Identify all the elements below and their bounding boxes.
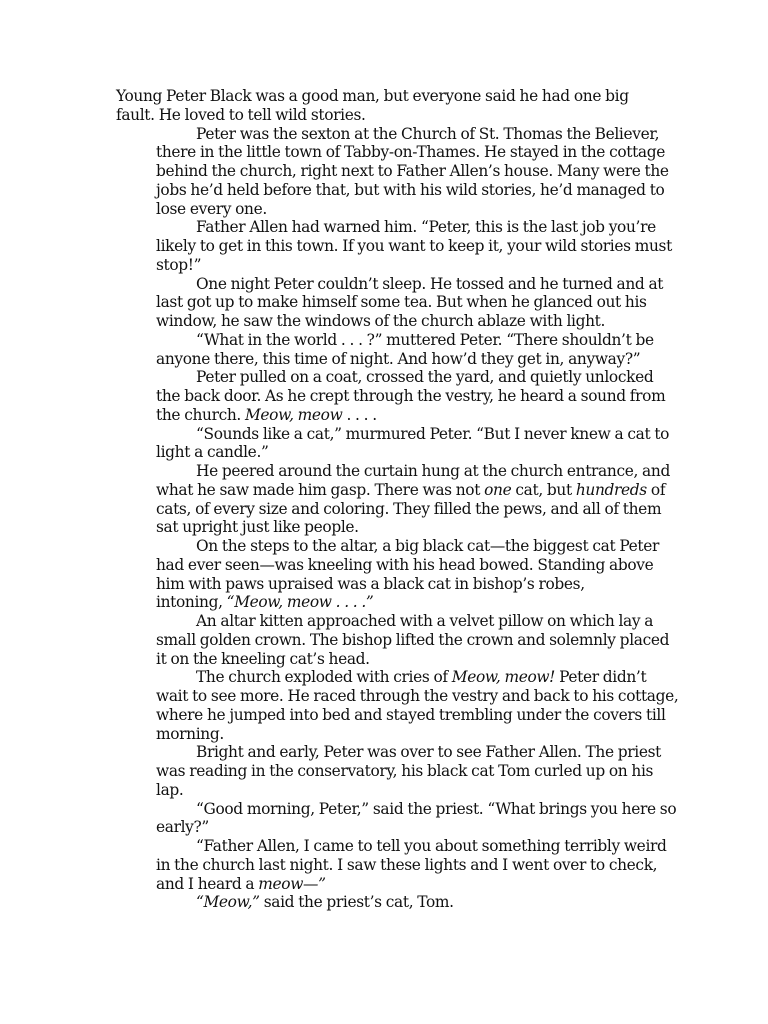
text-run: . . . . (342, 405, 377, 424)
paragraph-3 (116, 218, 672, 274)
text-run: the church. (156, 405, 246, 424)
paragraph-7 (116, 424, 670, 463)
text-line (116, 893, 656, 912)
emphasis-text: one (484, 480, 512, 499)
text-line: An altar kitten approached with a velvet pillow on which lay a (196, 612, 654, 630)
text-line: Peter pulled on a coat, crossed the yard, and quietly unlocked (196, 368, 654, 387)
text-line: morning. (156, 724, 224, 743)
text-line: cats, of every size and coloring. They filled the pews, and all of them (156, 499, 662, 518)
text-line: wait to see more. He raced through the vestry and back to his cottage, (156, 687, 679, 705)
text-line: lose every one. (156, 199, 267, 218)
text-run: Peter didn’t (555, 668, 647, 687)
paragraph-6 (116, 368, 666, 424)
text-line: last got up to make himself some tea. But when he glanced out his (156, 293, 647, 312)
paragraph-10 (116, 612, 670, 668)
text-line: Young Peter Black was a good man, but everyone said he had one big (116, 87, 629, 105)
story-text (116, 87, 679, 912)
text-line (116, 668, 656, 687)
text-line: Bright and early, Peter was over to see Father Allen. The priest (196, 743, 662, 762)
text-line: behind the church, right next to Father Allen’s house. Many were the (156, 162, 669, 180)
text-line: likely to get in this town. If you want to keep it, your wild stories must (156, 237, 672, 255)
paragraph-12 (116, 743, 662, 799)
paragraph-9 (116, 537, 660, 612)
paragraph-4 (116, 274, 664, 331)
text-line: him with paws upraised was a black cat in bishop’s robes, (156, 574, 585, 593)
paragraph-2 (116, 124, 669, 219)
text-line: was reading in the conservatory, his black cat Tom curled up on his (156, 762, 654, 780)
text-line: fault. He loved to tell wild stories. (116, 105, 366, 124)
text-line: had ever seen—was kneeling with his head bowed. Standing above (156, 555, 654, 574)
text-line (116, 593, 656, 612)
text-line (116, 480, 666, 500)
emphasis-text: meow—” (258, 874, 326, 893)
text-line: window, he saw the windows of the church ablaze with light. (156, 312, 606, 330)
emphasis-text: Meow, meow (245, 405, 343, 424)
text-run: of (646, 480, 666, 499)
text-line: On the steps to the altar, a big black cat—the biggest cat Peter (196, 537, 660, 555)
text-run: intoning, (156, 593, 227, 612)
text-line: in the church last night. I saw these lights and I went over to check, (156, 855, 658, 874)
text-run: said the priest’s cat, Tom. (259, 893, 454, 912)
text-run: what he saw made him gasp. There was not (156, 480, 485, 499)
text-run: cat, but (511, 480, 576, 499)
text-line: small golden crown. The bishop lifted the crown and solemnly placed (156, 630, 670, 649)
text-line: “Good morning, Peter,” said the priest. “What brings you here so (196, 799, 677, 818)
emphasis-text: “Meow, meow . . . .” (226, 593, 374, 612)
text-line: light a candle.” (156, 443, 269, 462)
text-line: early?” (156, 818, 209, 837)
text-line: “Sounds like a cat,” murmured Peter. “But I never knew a cat to (196, 424, 670, 443)
emphasis-text: hundreds (575, 480, 647, 499)
text-line: Father Allen had warned him. “Peter, this is the last job you’re (196, 218, 656, 237)
text-line: jobs he’d held before that, but with his wild stories, he’d managed to (156, 180, 665, 199)
text-line (116, 875, 656, 894)
paragraph-13 (116, 799, 677, 838)
text-line: One night Peter couldn’t sleep. He tossed and he turned and at (196, 274, 664, 293)
text-line: sat upright just like people. (156, 518, 359, 537)
paragraph-11 (116, 668, 679, 743)
text-line (116, 406, 656, 425)
paragraph-8 (116, 462, 670, 537)
text-run: The church exploded with cries of (196, 668, 452, 687)
text-line: it on the kneeling cat’s head. (156, 649, 370, 668)
text-line: stop!” (156, 255, 202, 274)
text-line: there in the little town of Tabby-on-Thames. He stayed in the cottage (156, 143, 666, 162)
paragraph-5 (116, 331, 656, 369)
paragraph-15 (116, 893, 656, 912)
text-line: lap. (156, 780, 184, 799)
text-line: Peter was the sexton at the Church of St. Thomas the Believer, (196, 124, 660, 143)
emphasis-text: “Meow,” (196, 893, 260, 912)
paragraph-14 (116, 837, 667, 893)
text-run: and I heard a (156, 874, 259, 893)
paragraph-1 (116, 87, 656, 125)
text-line: where he jumped into bed and stayed trembling under the covers till (156, 705, 666, 724)
text-line: He peered around the curtain hung at the church entrance, and (196, 462, 670, 480)
text-line: the back door. As he crept through the vestry, he heard a sound from (156, 387, 666, 405)
text-line: “What in the world . . . ?” muttered Peter. “There shouldn’t be (196, 330, 654, 349)
text-line: anyone there, this time of night. And how’d they get in, anyway?” (156, 349, 641, 368)
emphasis-text: Meow, meow! (451, 668, 556, 687)
text-line: “Father Allen, I came to tell you about something terribly weird (196, 837, 667, 855)
